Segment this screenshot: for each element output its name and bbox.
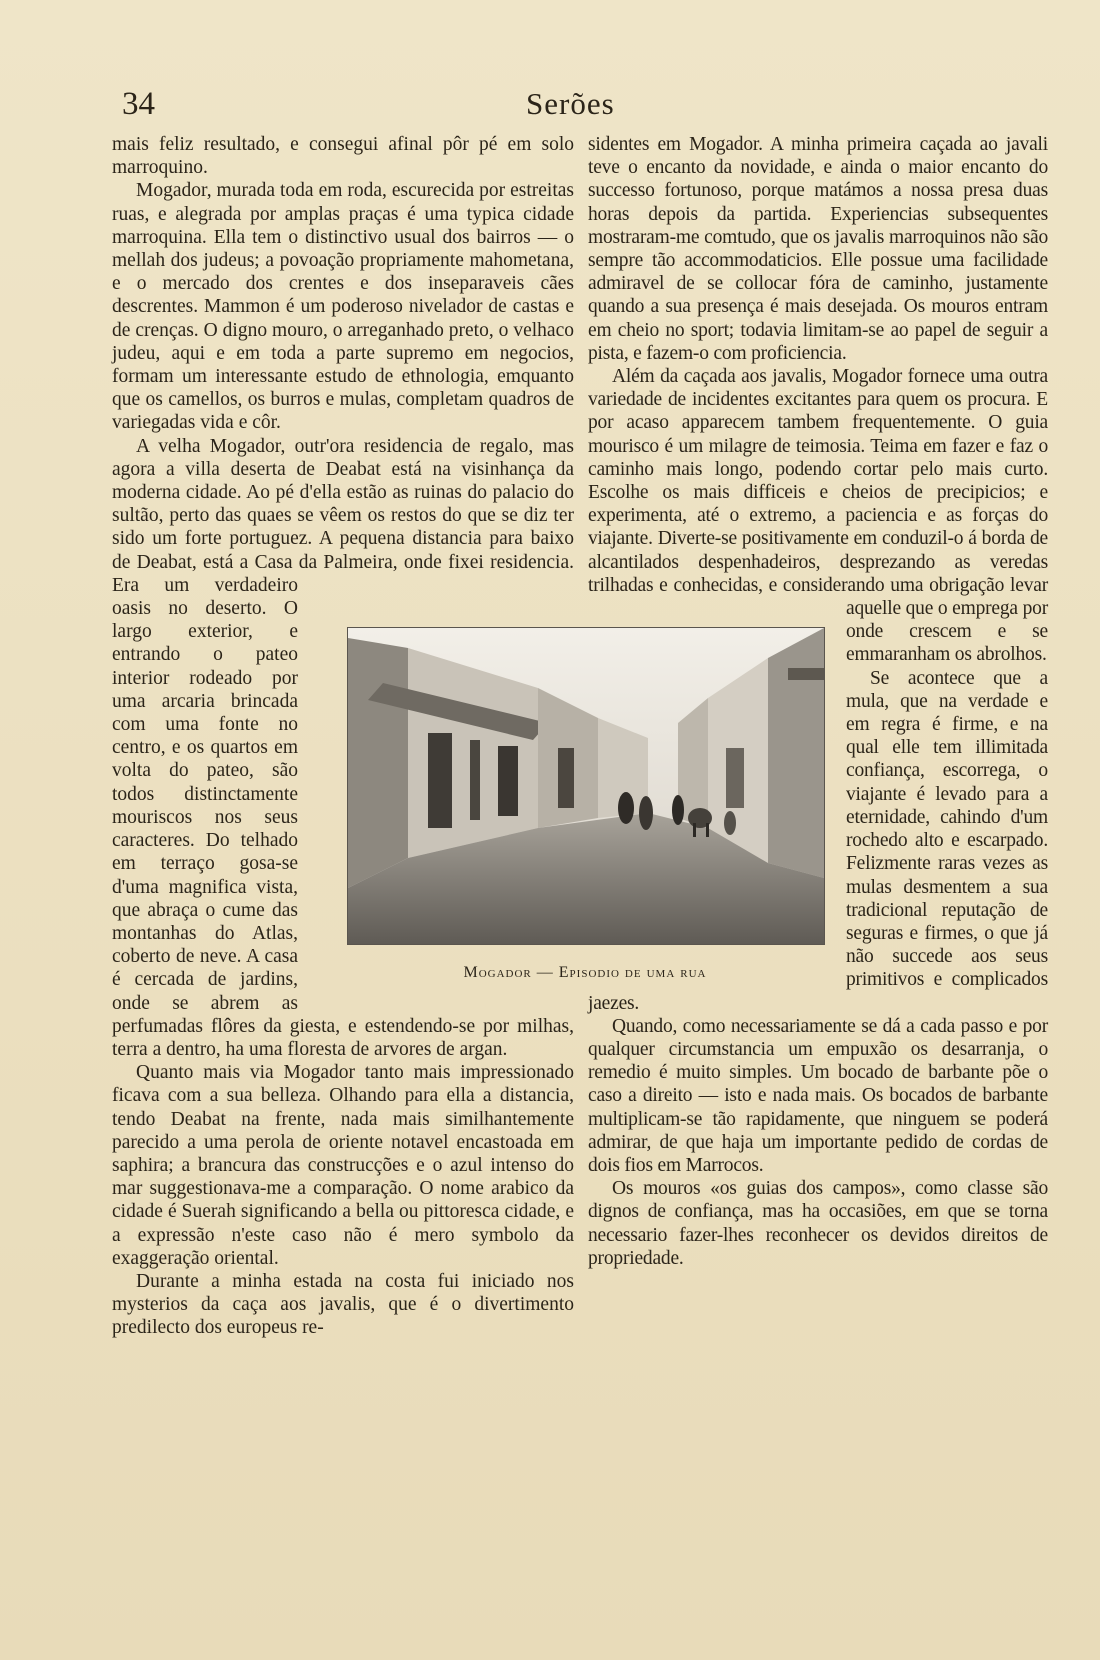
page-number: 34 (122, 86, 155, 122)
running-title: Serões (526, 86, 615, 121)
page-header (0, 86, 1100, 126)
paragraph: Quando, como necessariamente se dá a cada passo e por qualquer circumstancia um empuxão os desarranja, o remedio é muito simples. Um bocado de barbante põe o caso a direito — isto e nada mais. Os bocados de barbante multiplicam-se tão rapidamente, que ninguem se poderá admirar, de que haja um importante pedido de cordas de dois fios em Marrocos. (588, 1015, 1048, 1176)
paragraph: Se acontece que a mula, que na verdade e em regra é firme, e na qual elle tem illimitada confiança, escorrega, o viajante é levado para a eternidade, cahindo d'um rochedo alto e escarpado. Felizmente raras vezes as mulas desmentem a sua tradicional reputação de seguras e firmes, o que já não succede aos seus primitivos e complicados jaezes. (588, 667, 1048, 1014)
street-scene-illustration (347, 627, 825, 945)
paragraph: Quanto mais via Mogador tanto mais impressionado ficava com a sua belleza. Olhando para ella a distancia, tendo Deabat na frente, nada mais similhantemente parecido a uma perola de oriente notavel encastoada em saphira; a brancura das construcções e o azul intenso do mar suggestionava-me a comparação. O nome arabico da cidade é Suerah significando a bella ou pittoresca cidade, e a expressão n'este caso não é mero symbolo da exaggeração oriental. (112, 1062, 574, 1269)
paragraph: Os mouros «os guias dos campos», como classe são dignos de confiança, mas ha occasiões, em que se torna necessario fazer-lhes reconhecer os devidos direitos de propriedade. (588, 1178, 1048, 1269)
paragraph: sidentes em Mogador. A minha primeira caçada ao javali teve o encanto da novidade, e ainda o maior encanto do successo fortunoso, porque matámos a nossa presa duas horas depois da partida. Experiencias subsequentes mostraram-me comtudo, que os javalis marroquinos não são sempre tão accommodaticios. Elle possue uma facilidade admiravel de se collocar fóra de caminho, justamente quando a sua presença é mais desejada. Os mouros entram em cheio no sport; todavia limitam-se ao papel de seguir a pista, e fazem-o com proficiencia. (588, 134, 1048, 364)
paragraph: A velha Mogador, outr'ora residencia de regalo, mas agora a villa deserta de Deabat está na visinhança da moderna cidade. Ao pé d'ella estão as ruinas do palacio do sultão, perto das quaes se vêem os restos do que se diz ter sido um forte portuguez. A pequena distancia para baixo de Deabat, está a Casa da Palmeira, onde fixei residencia. Era um verdadeiro oasis no deserto. O largo exterior, e entrando o pateo interior rodeado por uma arcaria brincada com uma fonte no centro, e os quartos em volta do pateo, são todos distinctamente mouriscos nos seus caracteres. Do telhado em terraço gosa-se d'uma magnifica vista, que abraça o cume das montanhas do Atlas, coberto de neve. A casa é cercada de jardins, onde se abrem as perfumadas flôres da giesta, e estendendo-se por milhas, terra a dentro, ha uma floresta de arvores de argan. (112, 435, 574, 1060)
paragraph: mais feliz resultado, e consegui afinal pôr pé em solo marroquino. (112, 134, 574, 179)
figure-caption: Mogador — Episodio de uma rua (463, 964, 707, 981)
paragraph: Durante a minha estada na costa fui iniciado nos mysterios da caça aos javalis, que é o divertimento predilecto dos europeus re- (112, 1270, 574, 1339)
paragraph: Além da caçada aos javalis, Mogador fornece uma outra variedade de incidentes excitantes para quem os procura. E por acaso apparecem tambem frequentemente. O guia mourisco é um milagre de teimosia. Teima em fazer e faz o caminho mais longo, podendo cortar pelo mais curto. Escolhe os mais difficeis e cheios de precipicios; e experimenta, até o extremo, a paciencia e as forças do viajante. Diverte-se positivamente em conduzil-o á borda de alcantilados despenhadeiros, desprezando as veredas trilhadas e conhecidas, e considerando uma obrigação levar aquelle que o emprega por onde crescem e se emmaranham os abrolhos. (588, 366, 1048, 666)
paragraph: Mogador, murada toda em roda, escurecida por estreitas ruas, e alegrada por amplas praças é uma typica cidade marroquina. Ella tem o distinctivo usual dos bairros — o mellah dos judeus; a povoação propriamente mahometana, e o mercado dos crentes e dos inseparaveis cães descrentes. Mammon é um poderoso nivelador de castas e de crenças. O digno mouro, o arreganhado preto, o velhaco judeu, aqui e em toda a parte supremo em negocios, formam um interessante estudo de ethnologia, emquanto que os camellos, os burros e mulas, completam quadros de variegadas vida e côr. (112, 180, 574, 434)
